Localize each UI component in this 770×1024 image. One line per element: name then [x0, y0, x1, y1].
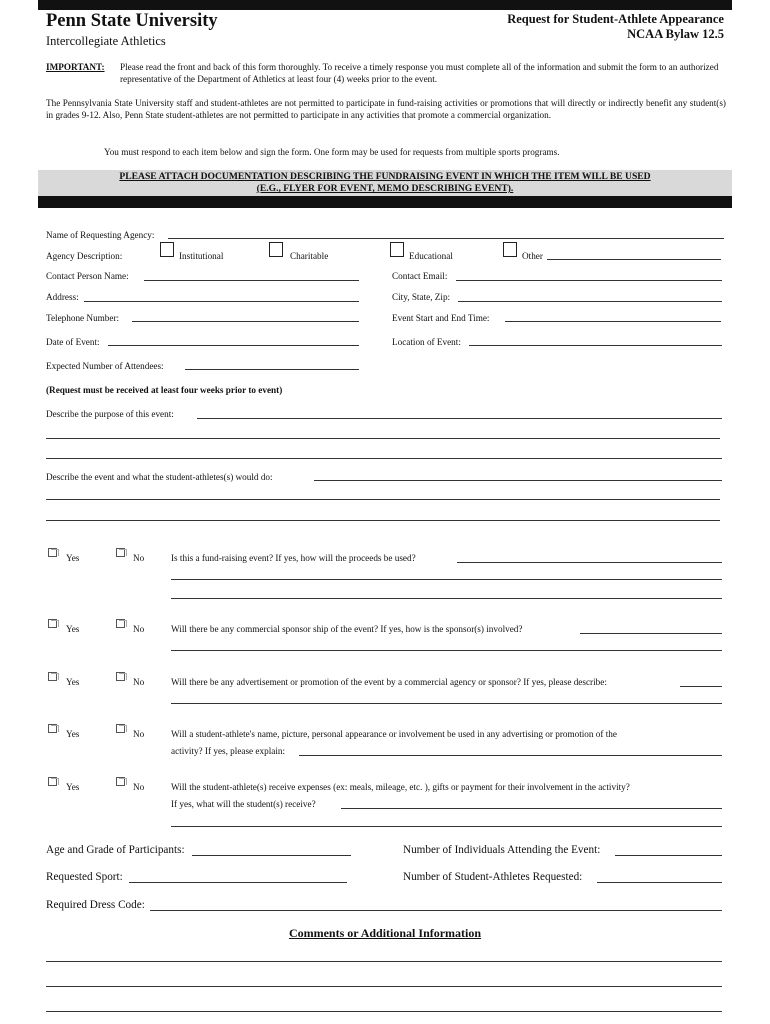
attach-line-2: (E.G., FLYER FOR EVENT, MEMO DESCRIBING EVENT).: [256, 183, 514, 194]
form-title: Request for Student-Athlete Appearance: [507, 12, 724, 26]
q1-no-checkbox[interactable]: [116, 548, 125, 557]
q5-yes-checkbox[interactable]: [48, 777, 57, 786]
age-grade-label: Age and Grade of Participants:: [46, 844, 185, 856]
dress-code-field[interactable]: [150, 910, 722, 911]
individuals-attending-field[interactable]: [615, 855, 722, 856]
q3-yes-label: Yes: [66, 677, 80, 687]
q3-no-checkbox[interactable]: [116, 672, 125, 681]
q1-field[interactable]: [457, 562, 722, 563]
expected-attendees-label: Expected Number of Attendees:: [46, 361, 164, 371]
date-of-event-label: Date of Event:: [46, 337, 100, 347]
requested-sport-field[interactable]: [129, 882, 347, 883]
dress-code-label: Required Dress Code:: [46, 899, 145, 911]
agency-description-label: Agency Description:: [46, 251, 123, 261]
purpose-line-3[interactable]: [46, 458, 722, 459]
telephone-field[interactable]: [132, 321, 359, 322]
department-name: Intercollegiate Athletics: [46, 34, 166, 48]
q4-continuation: activity? If yes, please explain:: [171, 746, 286, 756]
contact-person-field[interactable]: [144, 280, 359, 281]
comments-line-2[interactable]: [46, 986, 722, 987]
describe-event-line-2[interactable]: [46, 499, 720, 500]
form-title-block: [507, 12, 724, 42]
q5-field[interactable]: [341, 808, 722, 809]
educational-label: Educational: [409, 251, 453, 261]
q5-line-2[interactable]: [171, 826, 722, 827]
event-times-label: Event Start and End Time:: [392, 313, 490, 323]
important-label: IMPORTANT:: [46, 62, 105, 72]
institutional-checkbox[interactable]: [160, 242, 174, 257]
q1-yes-label: Yes: [66, 553, 80, 563]
requesting-agency-field[interactable]: [168, 238, 724, 239]
q2-no-label: No: [133, 624, 145, 634]
describe-event-label: Describe the event and what the student-athletes(s) would do:: [46, 472, 273, 482]
other-field[interactable]: [547, 259, 721, 260]
q2-line-2[interactable]: [171, 650, 722, 651]
q1-line-2[interactable]: [171, 579, 722, 580]
university-name: Penn State University: [46, 11, 218, 31]
city-state-zip-label: City, State, Zip:: [392, 292, 451, 302]
policy-text: The Pennsylvania State University staff and student-athletes are not permitted to participate in fund-raising activities or promotions that will directly or indirectly benefit any student(s) in grades 9-12. Also, Penn State student-athletes are not permitted to participate in any activities that promote a commercial organization.: [46, 98, 726, 120]
comments-heading: Comments or Additional Information: [288, 926, 482, 940]
q1-yes-checkbox[interactable]: [48, 548, 57, 557]
contact-email-label: Contact Email:: [392, 271, 448, 281]
expected-attendees-field[interactable]: [185, 369, 359, 370]
q2-text: Will there be any commercial sponsor ship of the event? If yes, how is the sponsor(s) involved?: [171, 624, 523, 634]
address-field[interactable]: [84, 301, 359, 302]
charitable-checkbox[interactable]: [269, 242, 283, 257]
q3-line-2[interactable]: [171, 703, 722, 704]
location-field[interactable]: [469, 345, 722, 346]
purpose-label: Describe the purpose of this event:: [46, 409, 174, 419]
q3-text: Will there be any advertisement or promotion of the event by a commercial agency or sponsor? If yes, please describe:: [171, 677, 607, 687]
attach-line-1: PLEASE ATTACH DOCUMENTATION DESCRIBING THE FUNDRAISING EVENT IN WHICH THE ITEM WILL BE USED: [119, 171, 651, 182]
q4-yes-checkbox[interactable]: [48, 724, 57, 733]
location-label: Location of Event:: [392, 337, 461, 347]
requested-sport-label: Requested Sport:: [46, 871, 123, 883]
purpose-field[interactable]: [197, 418, 722, 419]
q2-yes-checkbox[interactable]: [48, 619, 57, 628]
q4-no-label: No: [133, 729, 145, 739]
q2-yes-label: Yes: [66, 624, 80, 634]
q5-yes-label: Yes: [66, 782, 80, 792]
four-weeks-note: (Request must be received at least four weeks prior to event): [46, 385, 283, 395]
other-label: Other: [522, 251, 543, 261]
top-rule: [38, 0, 732, 10]
event-times-field[interactable]: [505, 321, 721, 322]
q3-field[interactable]: [680, 686, 722, 687]
educational-checkbox[interactable]: [390, 242, 404, 257]
q2-no-checkbox[interactable]: [116, 619, 125, 628]
student-athletes-requested-field[interactable]: [597, 882, 722, 883]
q5-continuation: If yes, what will the student(s) receive?: [171, 799, 316, 809]
age-grade-field[interactable]: [192, 855, 351, 856]
requesting-agency-label: Name of Requesting Agency:: [46, 230, 155, 240]
q4-field[interactable]: [299, 755, 722, 756]
other-checkbox[interactable]: [503, 242, 517, 257]
section-rule: [38, 196, 732, 208]
individuals-attending-label: Number of Individuals Attending the Event:: [403, 844, 601, 856]
important-text: Please read the front and back of this form thoroughly. To receive a timely response you must complete all of the information and submit the form to an authorized representative of the Department of Athletics at least four (4) weeks prior to the event.: [120, 62, 719, 84]
q1-text: Is this a fund-raising event? If yes, how will the proceeds be used?: [171, 553, 416, 563]
purpose-line-2[interactable]: [46, 438, 720, 439]
bylaw-label: NCAA Bylaw 12.5: [627, 27, 724, 41]
telephone-label: Telephone Number:: [46, 313, 120, 323]
describe-event-field[interactable]: [314, 480, 722, 481]
q2-field[interactable]: [580, 633, 722, 634]
contact-person-label: Contact Person Name:: [46, 271, 129, 281]
date-of-event-field[interactable]: [108, 345, 359, 346]
q4-text: Will a student-athlete's name, picture, personal appearance or involvement be used in any advertising or promotion of the: [171, 729, 617, 739]
q3-yes-checkbox[interactable]: [48, 672, 57, 681]
comments-line-1[interactable]: [46, 961, 722, 962]
q5-no-label: No: [133, 782, 145, 792]
institutional-label: Institutional: [179, 251, 224, 261]
q5-no-checkbox[interactable]: [116, 777, 125, 786]
q1-no-label: No: [133, 553, 145, 563]
attach-notice: [38, 171, 732, 195]
q4-no-checkbox[interactable]: [116, 724, 125, 733]
q3-no-label: No: [133, 677, 145, 687]
q4-yes-label: Yes: [66, 729, 80, 739]
q5-text: Will the student-athlete(s) receive expenses (ex: meals, mileage, etc. ), gifts or payment for their involvement in the activity?: [171, 782, 630, 792]
address-label: Address:: [46, 292, 79, 302]
q1-line-3[interactable]: [171, 598, 722, 599]
describe-event-line-3[interactable]: [46, 520, 720, 521]
charitable-label: Charitable: [290, 251, 329, 261]
contact-email-field[interactable]: [456, 280, 722, 281]
student-athletes-requested-label: Number of Student-Athletes Requested:: [403, 871, 583, 883]
respond-instructions: You must respond to each item below and sign the form. One form may be used for requests from multiple sports programs.: [104, 147, 560, 157]
city-state-zip-field[interactable]: [458, 301, 722, 302]
comments-line-3[interactable]: [46, 1011, 722, 1012]
